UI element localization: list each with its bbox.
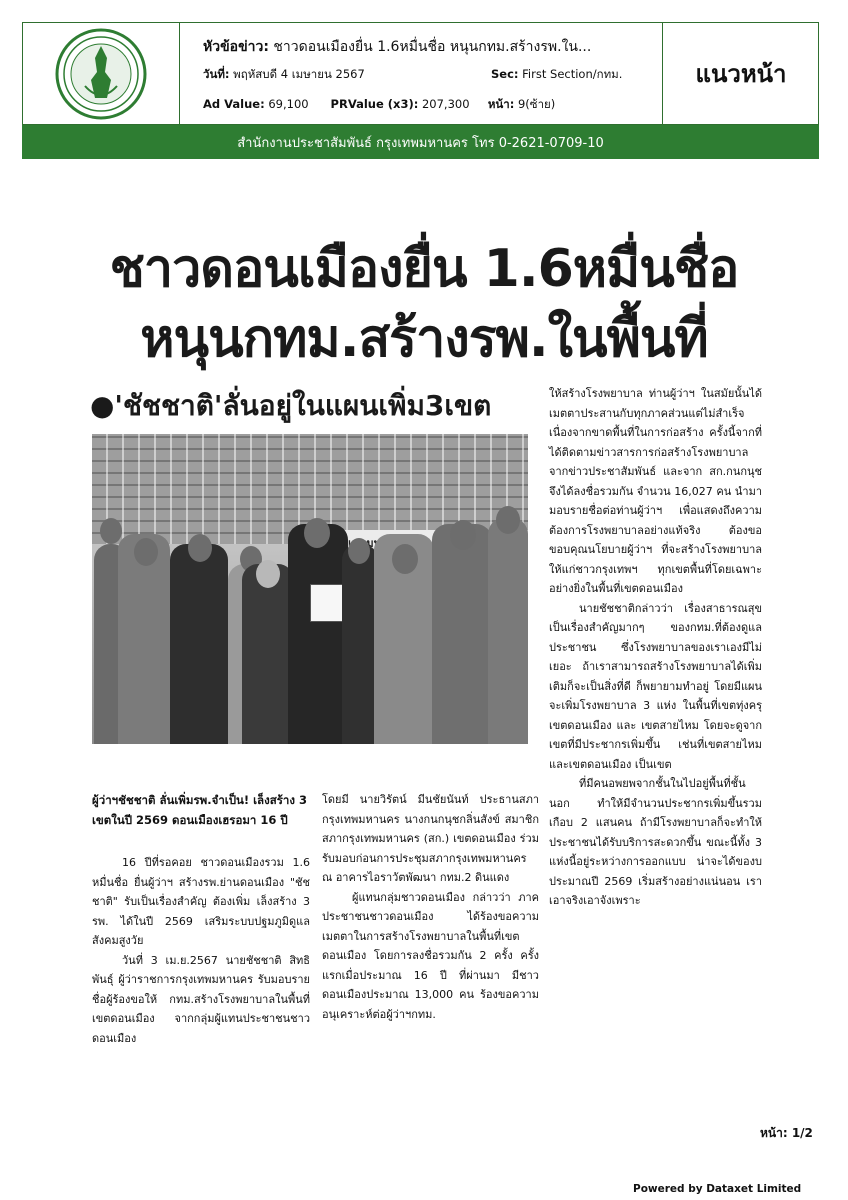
bma-seal-icon [55, 28, 147, 120]
photo-person-head [188, 534, 212, 562]
powered-by: Powered by Dataxet Limited [633, 1183, 802, 1195]
photo-person-head [256, 560, 280, 588]
photo-person-head [496, 506, 520, 534]
headline-line-1: ชาวดอนเมืองยื่น 1.6หมื่นชื่อ [109, 239, 739, 299]
photo-person [432, 524, 492, 744]
article-column-1 [92, 853, 310, 1048]
photo-caption: ผู้ว่าฯชัชชาติ ลั่นเพิ่มรพ.จำเป็น! เล็งสร้าง 3 เขตในปี 2569 ดอนเมืองเฮรอมา 16 ปี [92, 793, 307, 827]
news-title-row [203, 36, 591, 58]
value-row [203, 96, 555, 114]
page-value: 9(ซ้าย) [517, 97, 556, 111]
article-column-2 [322, 790, 539, 1024]
bma-logo [22, 22, 180, 125]
photo-person-head [348, 538, 370, 564]
column-1-paragraph-1: 16 ปีที่รอคอย ชาวดอนเมืองรวม 1.6 หมื่นชื่อ ยื่นผู้ว่าฯ สร้างรพ.ย่านดอนเมือง "ชัชชาติ" รับเป็นเรื่องสำคัญ ต้องเพิ่ม เล็งสร้าง 3 รพ. ได้ในปี 2569 เสริมระบบปฐมภูมิดูแลสังคมสูงวัย [92, 856, 310, 947]
section-row [491, 66, 622, 84]
page-number: หน้า: 1/2 [760, 1126, 813, 1140]
photo-person-head [450, 520, 476, 550]
page-label: หน้า: [487, 97, 515, 111]
photo-person-head [392, 544, 418, 574]
column-3-paragraph-3: ที่มีคนอพยพจากชั้นในไปอยู่พื้นที่ชั้นนอก ทำให้มีจำนวนประชากรเพิ่มขึ้นรวมเกือบ 2 แสนคน ถ้ามีโรงพยาบาลก็จะทำให้ประชาชนได้รับบริการสะดวกขึ้น ขณะนี้ทั้ง 3 แห่งนี้อยู่ระหว่างการออกแบบ น่าจะได้ของบประมาณปี 2569 เริ่มสร้างอย่างแน่นอน เราเอาจริงเอาจังเพราะ [549, 777, 762, 907]
sec-label: Sec: [491, 67, 519, 81]
newspaper-brand: แนวหน้า [662, 22, 819, 125]
photo-person [342, 544, 378, 744]
column-2-paragraph-1: โดยมี นายวิรัตน์ มีนชัยนันท์ ประธานสภากรุงเทพมหานคร นางกนกนุชกลิ่นสังข์ สมาชิกสภากรุงเทพมหานคร (สก.) เขตดอนเมือง ร่วมรับมอบก่อนการประชุมสภากรุงเทพมหานคร ณ อาคารไอราวัตพัฒนา กทม.2 ดินแดง [322, 793, 539, 884]
date-row [203, 66, 365, 84]
subheadline: ●'ชัชชาติ'ลั่นอยู่ในแผนเพิ่ม3เขต [90, 389, 492, 422]
article-column-3 [549, 384, 762, 911]
photo-person [488, 518, 528, 744]
title-value: ชาวดอนเมืองยื่น 1.6หมื่นชื่อ หนุนกทม.สร้างรพ.ใน... [273, 39, 592, 55]
column-2-paragraph-2: ผู้แทนกลุ่มชาวดอนเมือง กล่าวว่า ภาคประชาชนชาวดอนเมือง ได้ร้องขอความเมตตาในการสร้างโรงพยาบาลในพื้นที่เขตดอนเมือง โดยการลงชื่อรวมกัน 2 ครั้ง ครั้งแรกเมื่อประมาณ 16 ปี ที่ผ่านมา มีชาวดอนเมืองประมาณ 13,000 คน ร้องขอความอนุเคราะห์ต่อผู้ว่าฯกทม. [322, 890, 539, 1021]
photo-person-head [304, 518, 330, 548]
column-3-paragraph-2: นายชัชชาติกล่าวว่า เรื่องสาธารณสุขเป็นเรื่องสำคัญมากๆ ของกทม.ที่ต้องดูแลประชาชน ซึ่งโรงพยาบาลของเราเองมีไม่เยอะ ถ้าเราสามารถสร้างโรงพยาบาลได้เพิ่มเติมก็จะเป็นสิ่งที่ดี ก็พยายามทำอยู่ โดยมีแผนจะเพิ่มโรงพยาบาล 3 แห่ง ในพื้นที่เขตทุ่งครุ เขตดอนเมือง และ เขตสายไหม โดยจะดูจากเขตที่มีประชากรเพิ่มขึ้น เช่นที่เขตสายไหม และเขตดอนเมือง เป็นเขต [549, 601, 762, 771]
date-label: วันที่: [203, 67, 230, 81]
photo-person [288, 524, 348, 744]
headline-line-2: หนุนกทม.สร้างรพ.ในพื้นที่ [140, 309, 708, 369]
contact-bar: สำนักงานประชาสัมพันธ์ กรุงเทพมหานคร โทร 0-2621-0709-10 [22, 125, 819, 159]
news-photo [92, 434, 528, 744]
photo-person [170, 544, 228, 744]
photo-person-head [100, 518, 122, 544]
date-value: พฤหัสบดี 4 เมษายน 2567 [233, 67, 365, 81]
news-info [181, 22, 662, 125]
pr-value: 207,300 [421, 97, 470, 111]
title-label: หัวข้อข่าว: [203, 39, 269, 55]
pr-value-label: PRValue (x3): [330, 97, 419, 111]
column-3-paragraph-1: ให้สร้างโรงพยาบาล ท่านผู้ว่าฯ ในสมัยนั้นได้เมตตาประสานกับทุกภาคส่วนแต่ไม่สำเร็จ เนื่องจากขาดพื้นที่ในการก่อสร้าง ครั้งนี้จากที่ได้ติดตามข่าวสารการก่อสร้างโรงพยาบาลจากข่าวประชาสัมพันธ์ และจาก สก.กนกนุช จึงได้ลงชื่อรวมกัน จำนวน 16,027 คน นำมามอบรายชื่อต่อท่านผู้ว่าฯ เพื่อแสดงถึงความต้องการโรงพยาบาลอย่างแท้จริง ต้องขอขอบคุณนโยบายผู้ว่าฯ ที่จะสร้างโรงพยาบาลให้แก่ชาวกรุงเทพฯ ทุกเขตพื้นที่โดยเฉพาะอย่างยิ่งในพื้นที่เขตดอนเมือง [549, 387, 762, 595]
sec-value: First Section/กทม. [522, 67, 623, 81]
photo-person-head [134, 538, 158, 566]
photo-person [242, 564, 294, 744]
column-1-paragraph-2: วันที่ 3 เม.ย.2567 นายชัชชาติ สิทธิพันธุ์ ผู้ว่าราชการกรุงเทพมหานคร รับมอบรายชื่อผู้ร้องขอให้ กทม.สร้างโรงพยาบาลในพื้นที่เขตดอนเมือง จากกลุ่มผู้แทนประชาชนชาวดอนเมือง [92, 953, 310, 1045]
ad-value: 69,100 [268, 97, 309, 111]
ad-value-label: Ad Value: [203, 97, 265, 111]
